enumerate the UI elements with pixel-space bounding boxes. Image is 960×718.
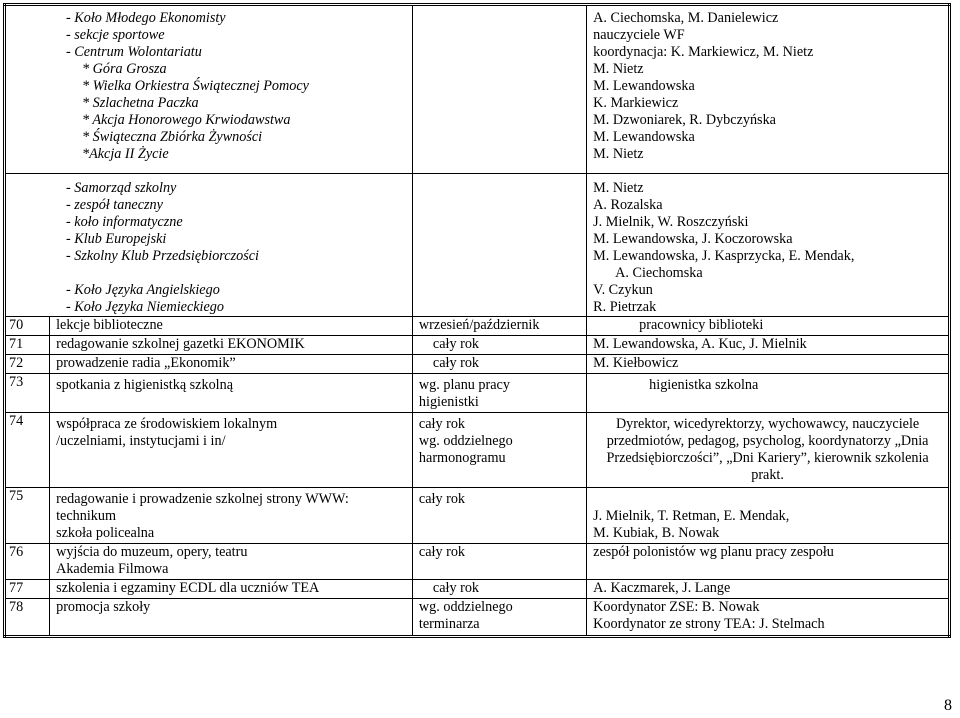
responsible-line: M. Dzwoniarek, R. Dybczyńska (593, 112, 776, 128)
term-cell (412, 580, 586, 599)
list-item: - Koło Młodego Ekonomisty (66, 10, 226, 26)
responsible-line: pracownicy biblioteki (639, 317, 764, 333)
table-row (5, 413, 950, 488)
term-cell (412, 374, 586, 413)
term-cell (412, 5, 586, 174)
activity-cell (50, 336, 413, 355)
activity-line: spotkania z higienistką szkolną (56, 377, 234, 393)
responsible-line: A. Rozalska (593, 197, 663, 213)
responsible-cell (587, 317, 950, 336)
row-number: 72 (5, 355, 50, 374)
responsible-cell (587, 544, 950, 580)
responsible-cell (587, 5, 950, 174)
responsible-line: M. Lewandowska (593, 129, 695, 145)
table-row (5, 336, 950, 355)
table-row (5, 317, 950, 336)
responsible-line: V. Czykun (593, 282, 653, 298)
term-line: wg. oddzielnego (418, 599, 513, 615)
list-item: * Akcja Honorowego Krwiodawstwa (82, 112, 291, 128)
responsible-line: zespół polonistów wg planu pracy zespołu (593, 544, 834, 560)
activity-cell (50, 580, 413, 599)
list-item: - Centrum Wolontariatu (66, 44, 202, 60)
list-item: * Szlachetna Paczka (82, 95, 199, 111)
responsible-line: higienistka szkolna (649, 377, 759, 393)
term-cell (412, 174, 586, 317)
row-number: 74 (5, 413, 50, 488)
responsible-line: M. Lewandowska, J. Kasprzycka, E. Mendak, (593, 248, 855, 264)
activity-line: współpraca ze środowiskiem lokalnym (56, 416, 278, 432)
responsible-cell (587, 355, 950, 374)
activity-line: technikum (56, 508, 116, 524)
term-cell (412, 413, 586, 488)
responsible-line: nauczyciele WF (593, 27, 685, 43)
responsible-cell (587, 174, 950, 317)
row-number: 73 (5, 374, 50, 413)
activities-cell (5, 174, 413, 317)
list-item: - koło informatyczne (66, 214, 183, 230)
row-number: 76 (5, 544, 50, 580)
term-cell (412, 599, 586, 637)
term-line: cały rok (432, 336, 480, 352)
responsible-line: M. Lewandowska, J. Koczorowska (593, 231, 793, 247)
term-line: cały rok (418, 544, 466, 560)
responsible-cell (587, 488, 950, 544)
activity-line: szkolenia i egzaminy ECDL dla uczniów TEA (56, 580, 320, 596)
term-cell (412, 355, 586, 374)
table-row (5, 174, 950, 317)
list-item: - Klub Europejski (66, 231, 167, 247)
list-item: - zespół taneczny (66, 197, 163, 213)
responsible-line: prakt. (751, 467, 784, 483)
responsible-line: J. Mielnik, T. Retman, E. Mendak, (593, 508, 790, 524)
activity-line: lekcje biblioteczne (56, 317, 163, 333)
activity-line: redagowanie i prowadzenie szkolnej strony WWW: (56, 491, 349, 507)
activity-cell (50, 599, 413, 637)
activities-table (3, 3, 951, 638)
responsible-cell (587, 413, 950, 488)
activity-line: promocja szkoły (56, 599, 151, 615)
term-line: cały rok (418, 491, 466, 507)
activity-line: /uczelniami, instytucjami i in/ (56, 433, 226, 449)
responsible-cell (587, 580, 950, 599)
row-number: 77 (5, 580, 50, 599)
list-item: *Akcja II Życie (82, 146, 169, 162)
responsible-cell (587, 374, 950, 413)
list-item: - Samorząd szkolny (66, 180, 177, 196)
responsible-line: M. Nietz (593, 146, 644, 162)
term-line: terminarza (418, 616, 480, 632)
table-row (5, 374, 950, 413)
activity-cell (50, 317, 413, 336)
list-item: * Świąteczna Zbiórka Żywności (82, 129, 263, 145)
responsible-line: Koordynator ze strony TEA: J. Stelmach (593, 616, 825, 632)
responsible-line: Przedsiębiorczości”, „Dni Kariery”, kierownik szkolenia (606, 450, 929, 466)
responsible-line: M. Nietz (593, 61, 644, 77)
responsible-line: koordynacja: K. Markiewicz, M. Nietz (593, 44, 814, 60)
term-line: wg. oddzielnego (418, 433, 513, 449)
activity-line: Akademia Filmowa (56, 561, 169, 577)
list-item: - Koło Języka Niemieckiego (66, 299, 224, 315)
row-number: 71 (5, 336, 50, 355)
term-cell (412, 317, 586, 336)
activity-cell (50, 355, 413, 374)
list-item: - Szkolny Klub Przedsiębiorczości (66, 248, 259, 264)
term-line: cały rok (418, 416, 466, 432)
responsible-line: Dyrektor, wicedyrektorzy, wychowawcy, nauczyciele (615, 416, 920, 432)
responsible-line: M. Lewandowska (593, 78, 695, 94)
responsible-line: M. Kiełbowicz (593, 355, 679, 371)
activity-cell (50, 488, 413, 544)
activity-cell (50, 374, 413, 413)
table-row (5, 599, 950, 637)
term-line: wg. planu pracy (418, 377, 510, 393)
responsible-line: J. Mielnik, W. Roszczyński (593, 214, 749, 230)
row-number: 70 (5, 317, 50, 336)
table-row (5, 5, 950, 174)
list-item: * Wielka Orkiestra Świątecznej Pomocy (82, 78, 309, 94)
activity-line: wyjścia do muzeum, opery, teatru (56, 544, 248, 560)
term-line: cały rok (432, 355, 480, 371)
activity-cell (50, 544, 413, 580)
activity-line: szkoła policealna (56, 525, 155, 541)
list-item: - Koło Języka Angielskiego (66, 282, 220, 298)
responsible-line: przedmiotów, pedagog, psycholog, koordynatorzy „Dnia (606, 433, 929, 449)
term-cell (412, 544, 586, 580)
term-line: cały rok (432, 580, 480, 596)
responsible-line: M. Kubiak, B. Nowak (593, 525, 720, 541)
responsible-line: R. Pietrzak (593, 299, 657, 315)
row-number: 78 (5, 599, 50, 637)
responsible-line: A. Ciechomska (615, 265, 703, 281)
table-row (5, 580, 950, 599)
responsible-line: M. Lewandowska, A. Kuc, J. Mielnik (593, 336, 807, 352)
responsible-line: Koordynator ZSE: B. Nowak (593, 599, 760, 615)
table-row (5, 355, 950, 374)
term-line: higienistki (418, 394, 479, 410)
table-row (5, 488, 950, 544)
activity-cell (50, 413, 413, 488)
responsible-line: M. Nietz (593, 180, 644, 196)
responsible-line: A. Kaczmarek, J. Lange (593, 580, 731, 596)
activities-cell (5, 5, 413, 174)
activity-line: prowadzenie radia „Ekonomik” (56, 355, 236, 371)
list-item: - sekcje sportowe (66, 27, 165, 43)
responsible-line: A. Ciechomska, M. Danielewicz (593, 10, 779, 26)
list-item: * Góra Grosza (82, 61, 167, 77)
responsible-line: K. Markiewicz (593, 95, 679, 111)
page-number: 8 (944, 697, 952, 714)
row-number: 75 (5, 488, 50, 544)
responsible-cell (587, 336, 950, 355)
activity-line: redagowanie szkolnej gazetki EKONOMIK (56, 336, 305, 352)
term-cell (412, 336, 586, 355)
table-row (5, 544, 950, 580)
term-line: harmonogramu (418, 450, 506, 466)
responsible-cell (587, 599, 950, 637)
term-line: wrzesień/październik (418, 317, 540, 333)
term-cell (412, 488, 586, 544)
